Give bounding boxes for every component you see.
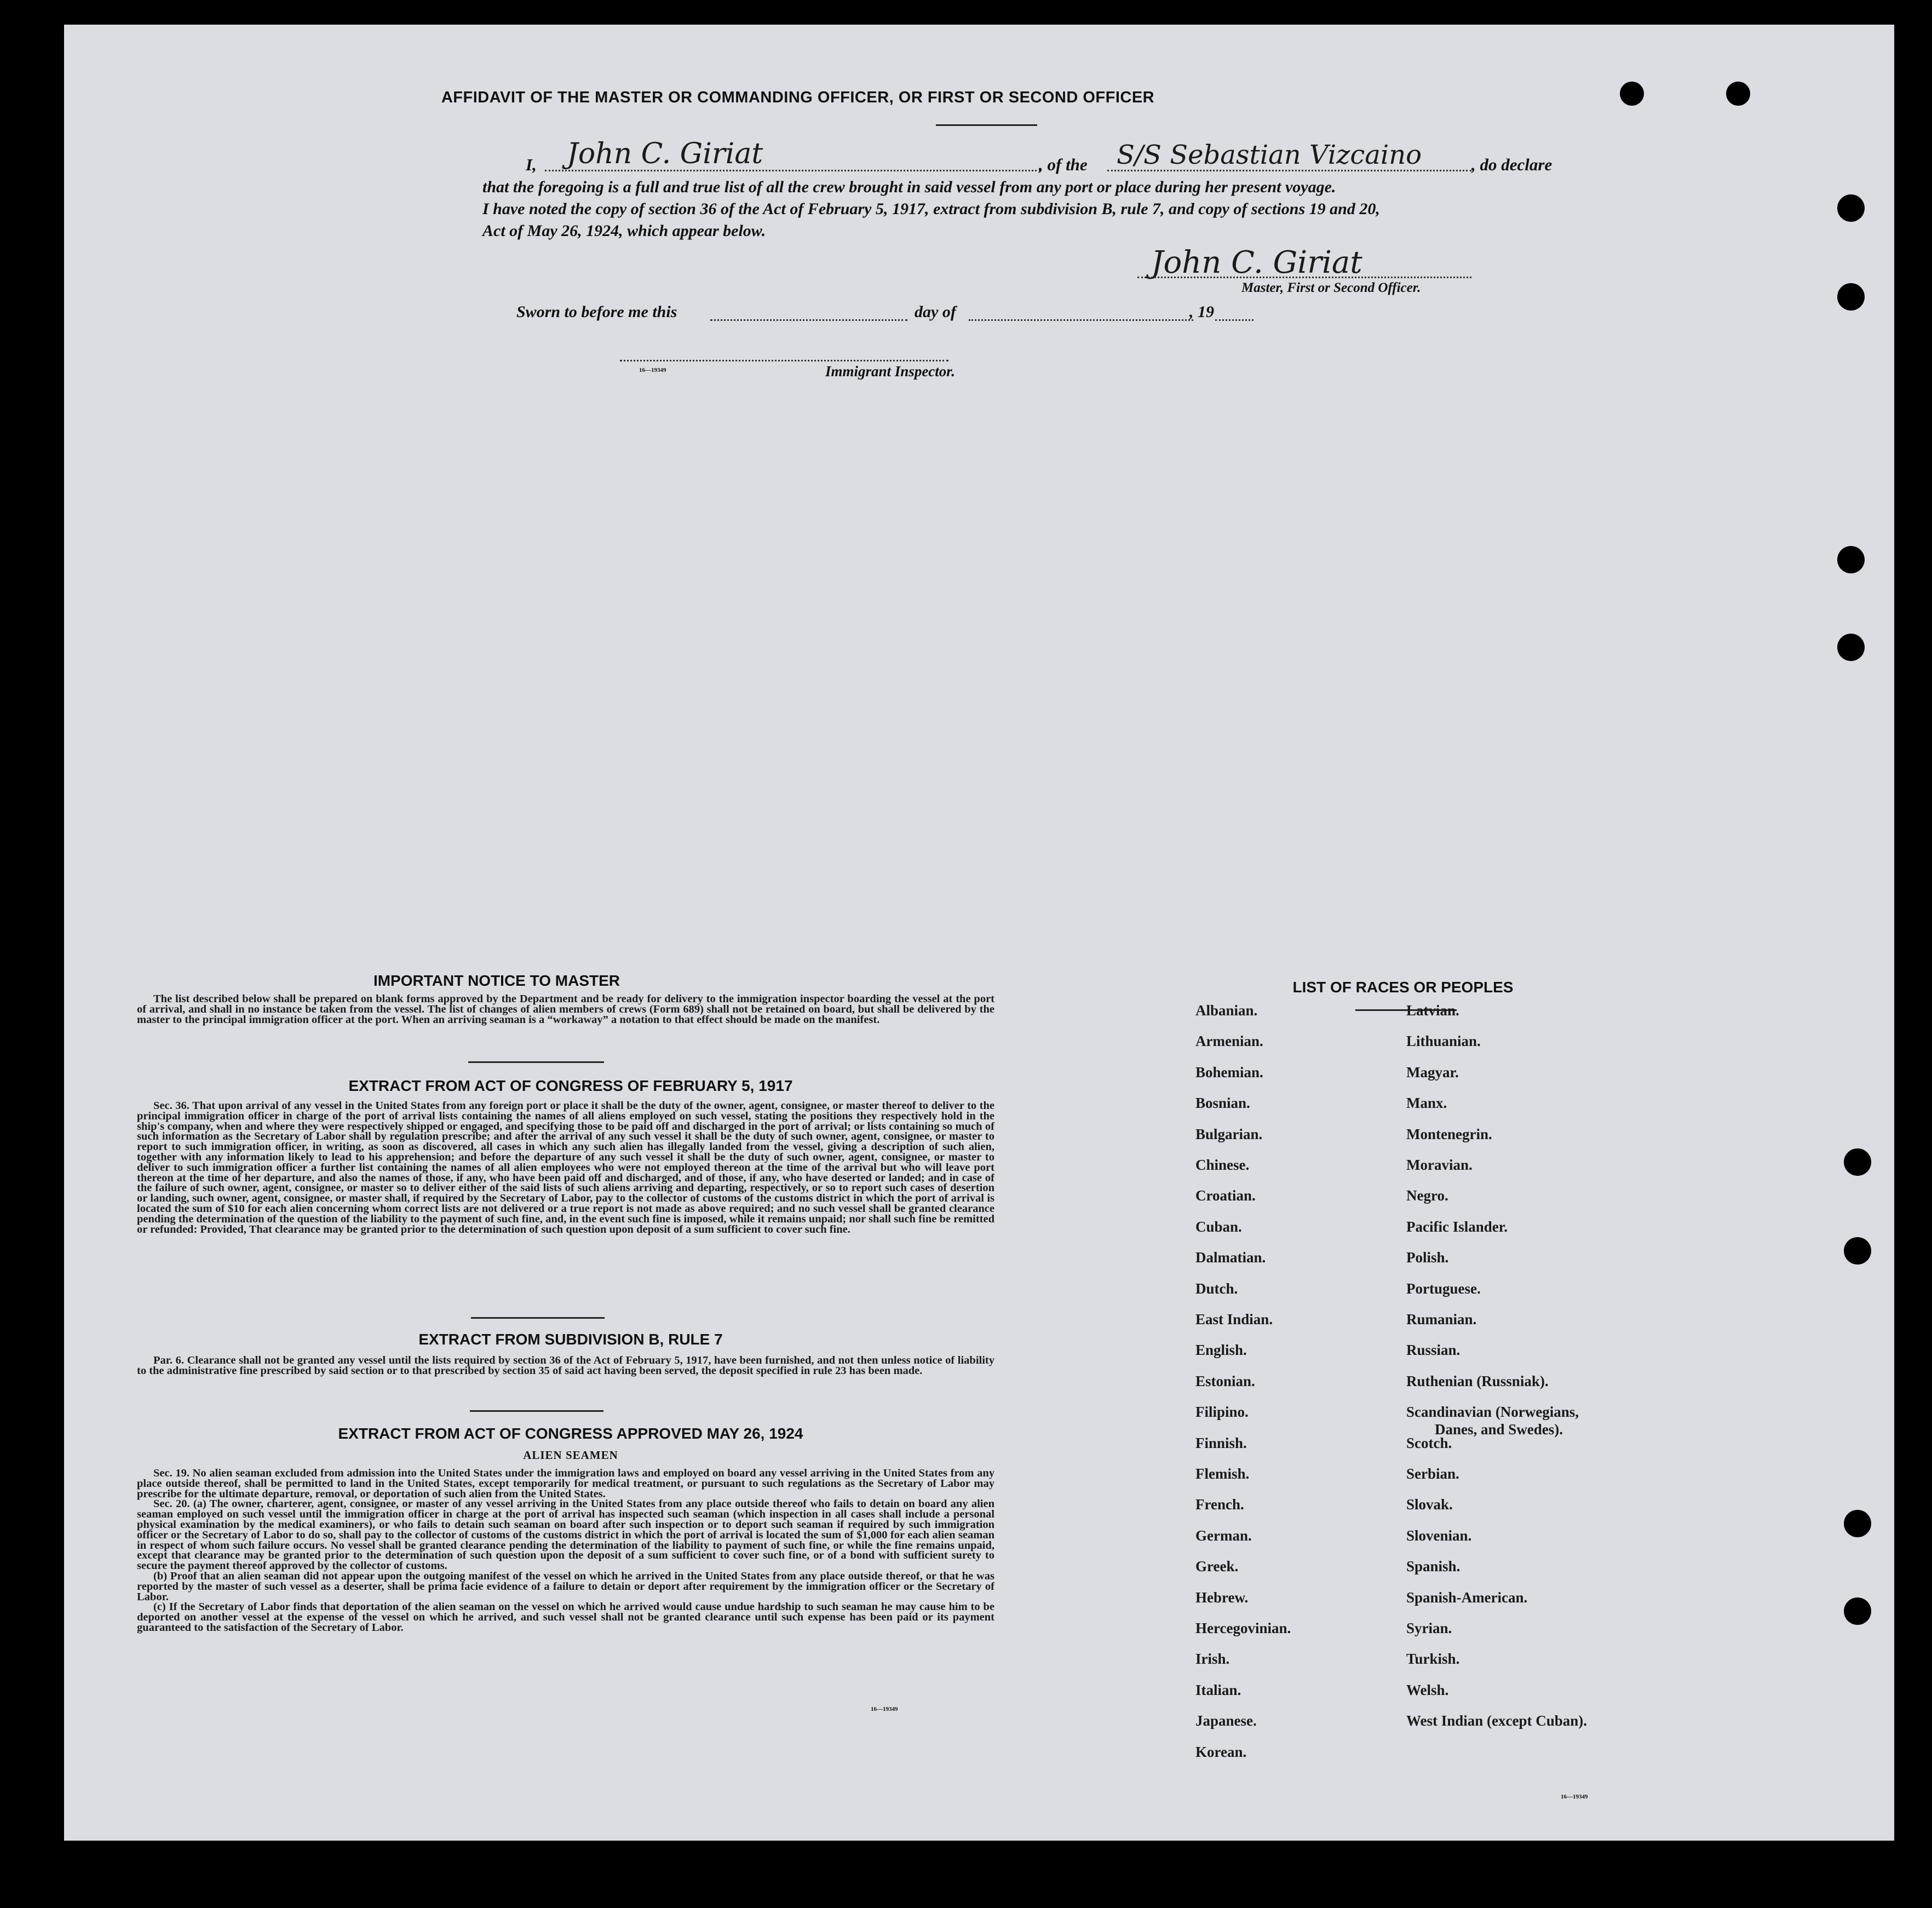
extract1917-title: EXTRACT FROM ACT OF CONGRESS OF FEBRUARY 5, 1917	[348, 1077, 793, 1094]
race-item: English.	[1195, 1342, 1247, 1359]
race-item: West Indian (except Cuban).	[1406, 1712, 1588, 1729]
race-item: Irish.	[1195, 1651, 1230, 1668]
punch-hole	[1726, 82, 1750, 106]
sworn-month-blank	[969, 319, 1193, 321]
affidavit-declare: , do declare	[1471, 155, 1553, 174]
race-item: East Indian.	[1195, 1311, 1273, 1327]
inspector-caption: Immigrant Inspector.	[825, 363, 956, 380]
divider	[471, 1317, 605, 1319]
punch-hole	[1844, 1597, 1871, 1625]
signature-line	[1137, 277, 1471, 278]
alien-seamen-subtitle: ALIEN SEAMEN	[523, 1449, 618, 1462]
race-item: Croatian.	[1195, 1187, 1256, 1204]
inspector-line	[620, 360, 948, 361]
form-number-right: 16—19349	[1561, 1794, 1588, 1800]
extract1917-body	[137, 1101, 994, 1234]
notice-text: The list described below shall be prepared on blank forms approved by the Department and be ready for delivery to the immigration inspector boarding the vessel at the port of arrival, and shall in no instance be taken from the vessel. The list of changes of alien members of crews (Form 689) shall not be retained on board, but shall be delivered by the master to the principal immigration officer at the port. When an arriving seaman is a “workaway” a notation to that effect should be made on the manifest.	[137, 993, 994, 1026]
race-item: Montenegrin.	[1406, 1125, 1492, 1142]
affidavit-title: AFFIDAVIT OF THE MASTER OR COMMANDING OFFICER, OR FIRST OR SECOND OFFICER	[441, 89, 1155, 106]
rule7-body	[137, 1355, 994, 1376]
affidavit-line4: Act of May 26, 1924, which appear below.	[482, 222, 766, 240]
punch-hole	[1837, 194, 1865, 222]
race-item: Ruthenian (Russniak).	[1406, 1372, 1549, 1389]
punch-hole	[1620, 82, 1644, 106]
race-item: Japanese.	[1195, 1712, 1257, 1729]
race-item: Rumanian.	[1406, 1311, 1477, 1327]
sec20a-text: Sec. 20. (a) The owner, charterer, agent, consignee, or master of any vessel arriving in the United States from any place outside thereof who fails to detain on board any alien seaman employed on such vessel until the immigration officer in charge at the port of arrival has inspected such seaman (which inspection in all cases shall include a personal physical examination by the medical examiners), or who fails to detain such seaman on board after such inspection or to deport such seaman if required by such immigration officer or the Secretary of Labor to do so, shall pay to the collector of customs of the customs district in which the port of arrival is located the sum of $1,000 for each alien seaman in respect of whom such failure occurs. No vessel shall be granted clearance pending the determination of the liability to payment of such fine, or while the fine remains unpaid, except that clearance may be granted prior to the determination of such question upon the deposit of a sum sufficient to cover such fine, or of a bond with sufficient surety to secure the payment thereof approved by the collector of customs.	[137, 1498, 994, 1572]
punch-hole	[1844, 1237, 1871, 1265]
race-item: Bosnian.	[1195, 1095, 1250, 1112]
par6-text: Par. 6. Clearance shall not be granted any vessel until the lists required by section 36 of the Act of February 5, 1917, have been furnished, and not then unless notice of liability to the administrative fine prescribed by said section or to that prescribed by section 35 of said act having been served, the deposit specified in rule 23 has been made.	[137, 1354, 994, 1377]
race-item: Albanian.	[1195, 1002, 1258, 1019]
race-item: Slovak.	[1406, 1496, 1453, 1513]
form-number-top: 16—19349	[639, 367, 666, 373]
document-page	[64, 25, 1894, 1841]
affidavit-line2: that the foregoing is a full and true list of all the crew brought in said vessel from any port or place during her present voyage.	[482, 178, 1336, 196]
sworn-text: Sworn to before me this	[516, 303, 677, 321]
notice-title: IMPORTANT NOTICE TO MASTER	[373, 972, 620, 989]
race-item: Finnish.	[1195, 1434, 1247, 1451]
punch-hole	[1837, 546, 1865, 573]
race-item: Portuguese.	[1406, 1280, 1481, 1297]
affidavit-i: I,	[526, 155, 537, 174]
race-item: Hercegovinian.	[1195, 1620, 1291, 1636]
divider	[470, 1410, 603, 1412]
race-item: Spanish-American.	[1406, 1589, 1528, 1606]
race-item: Dutch.	[1195, 1280, 1238, 1297]
race-item: Pacific Islander.	[1406, 1218, 1508, 1235]
race-item: Hebrew.	[1195, 1589, 1249, 1606]
sworn-day-of: day of	[915, 303, 956, 321]
race-item: German.	[1195, 1527, 1252, 1544]
race-item: Manx.	[1406, 1095, 1447, 1112]
sworn-year-blank	[1215, 319, 1254, 321]
race-item: Armenian.	[1195, 1033, 1263, 1050]
affidavit-of-the: , of the	[1039, 155, 1088, 174]
race-item: Latvian.	[1406, 1002, 1459, 1019]
race-item: Slovenian.	[1406, 1527, 1472, 1544]
race-item: Polish.	[1406, 1249, 1449, 1266]
rule7-title: EXTRACT FROM SUBDIVISION B, RULE 7	[418, 1331, 723, 1348]
race-item: Danes, and Swedes).	[1435, 1421, 1563, 1438]
sworn-year: , 19	[1189, 303, 1214, 321]
punch-hole	[1837, 283, 1865, 311]
race-item: Filipino.	[1195, 1404, 1249, 1421]
divider	[936, 124, 1037, 126]
sec19-text: Sec. 19. No alien seaman excluded from admission into the United States under the immigration laws and employed on board any vessel arriving in the United States from any place outside thereof, shall be permitted to land in the United States, except temporarily for medical treatment, or pursuant to such regulations as the Secretary of Labor may prescribe for the ultimate departure, removal, or deportation of such alien from the United States.	[137, 1467, 994, 1500]
race-item: Syrian.	[1406, 1620, 1452, 1636]
race-item: Turkish.	[1406, 1651, 1460, 1668]
race-item: Spanish.	[1406, 1558, 1461, 1575]
punch-hole	[1844, 1510, 1871, 1537]
sworn-day-blank	[710, 319, 907, 321]
notice-body	[137, 994, 994, 1025]
races-title: LIST OF RACES OR PEOPLES	[1292, 979, 1514, 996]
race-item: Korean.	[1195, 1743, 1247, 1760]
race-item: Bohemian.	[1195, 1064, 1263, 1081]
extract1924-body	[137, 1468, 994, 1633]
sec36-text: Sec. 36. That upon arrival of any vessel in the United States from any foreign port or place it shall be the duty of the owner, agent, consignee, or master thereof to deliver to the principal immigration officer in charge of the port of arrival lists containing the names of all aliens employed on such vessel, stating the positions they respectively hold in the ship's company, when and where they were respectively shipped or engaged, and specifying those to be paid off and discharged in the port of arrival; or lists containing so much of such information as the Secretary of Labor shall by regulation prescribe; and after the arrival of any such vessel it shall be the duty of such owner, agent, consignee, or master to report to such immigration officer, in writing, as soon as discovered, all cases in which any such alien has illegally landed from the vessel, giving a description of such alien, together with any information likely to lead to his apprehension; and before the departure of any such vessel it shall be the duty of such owner, agent, consignee, or master to deliver to such immigration officer a further list containing the names of all alien employees who were not employed thereon at the time of the arrival but who will leave port thereon at the time of her departure, and also the names of those, if any, who have been paid off and discharged, and of those, if any, who have deserted or landed; and in case of the failure of such owner, agent, consignee, or master so to deliver either of the said lists of such aliens arriving and departing, respectively, or so to report such cases of desertion or landing, such owner, agent, consignee, or master shall, if required by the Secretary of Labor, pay to the collector of customs of the customs district in which the port of arrival is located the sum of $10 for each alien concerning whom correct lists are not delivered or a true report is not made as above required; and no such vessel shall be granted clearance pending the determination of the question of the liability to the payment of such fine, and, in the event such fine is imposed, while it remains unpaid; nor shall such fine be remitted or refunded: Provided, That clearance may be granted prior to the determination of such question upon deposit of a sum sufficient to cover such fine.	[137, 1100, 994, 1235]
race-item: Magyar.	[1406, 1064, 1459, 1081]
race-item: Welsh.	[1406, 1681, 1449, 1698]
race-item: Chinese.	[1195, 1157, 1250, 1173]
race-item: Moravian.	[1406, 1157, 1473, 1173]
race-item: Serbian.	[1406, 1466, 1459, 1482]
race-item: Negro.	[1406, 1187, 1448, 1204]
race-item: Scotch.	[1406, 1434, 1452, 1451]
divider	[468, 1061, 604, 1063]
sec20b-text: (b) Proof that an alien seaman did not appear upon the outgoing manifest of the vessel on which he arrived in the United States from any place outside thereof, or that he was reported by the master of such vessel as a deserter, shall be prima facie evidence of a failure to detain or deport after requirement by the immigration officer or the Secretary of Labor.	[137, 1570, 994, 1603]
master-name: John C. Giriat	[567, 137, 763, 170]
vessel-name: S/S Sebastian Vizcaino	[1117, 140, 1422, 170]
punch-hole	[1837, 634, 1865, 661]
punch-hole	[1844, 1148, 1871, 1176]
race-item: Flemish.	[1195, 1466, 1250, 1482]
race-item: Russian.	[1406, 1342, 1461, 1359]
race-item: Greek.	[1195, 1558, 1239, 1575]
race-item: Bulgarian.	[1195, 1125, 1263, 1142]
race-item: Italian.	[1195, 1681, 1241, 1698]
race-item: Cuban.	[1195, 1218, 1242, 1235]
signature-caption: Master, First or Second Officer.	[1241, 280, 1421, 295]
affidavit-line3: I have noted the copy of section 36 of the Act of February 5, 1917, extract from subdivision B, rule 7, and copy of sections 19 and 20,	[482, 200, 1380, 218]
signature: John C. Giriat	[1151, 245, 1362, 280]
race-item: Estonian.	[1195, 1372, 1255, 1389]
sec20c-text: (c) If the Secretary of Labor finds that deportation of the alien seaman on the vessel on which he arrived would cause undue hardship to such seaman he may cause him to be deported on another vessel at the expense of the vessel on which he arrived, and such vessel shall not be granted clearance until such expense has been paid or its payment guaranteed to the satisfaction of the Secretary of Labor.	[137, 1601, 994, 1634]
race-item: Scandinavian (Norwegians,	[1406, 1404, 1579, 1421]
form-number-left: 16—19349	[871, 1706, 898, 1712]
race-item: French.	[1195, 1496, 1244, 1513]
race-item: Lithuanian.	[1406, 1033, 1481, 1050]
race-item: Dalmatian.	[1195, 1249, 1266, 1266]
extract1924-title: EXTRACT FROM ACT OF CONGRESS APPROVED MAY 26, 1924	[338, 1425, 803, 1442]
